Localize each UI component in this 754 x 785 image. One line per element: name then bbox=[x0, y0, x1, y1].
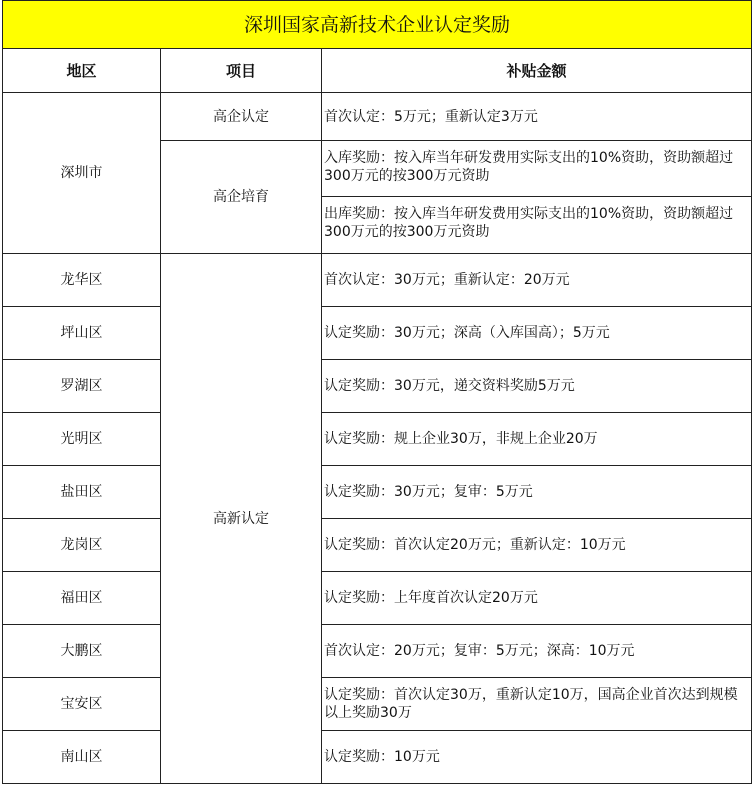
amount-luohu: 认定奖励：30万元，递交资料奖励5万元 bbox=[322, 360, 752, 413]
region-shenzhen: 深圳市 bbox=[3, 93, 161, 254]
region-longgang: 龙岗区 bbox=[3, 519, 161, 572]
region-futian: 福田区 bbox=[3, 572, 161, 625]
region-longhua: 龙华区 bbox=[3, 254, 161, 307]
amount-chuku: 出库奖励：按入库当年研发费用实际支出的10%资助，资助额超过300万元的按300万元资助 bbox=[322, 197, 752, 254]
header-item: 项目 bbox=[161, 49, 322, 93]
amount-guangming: 认定奖励：规上企业30万，非规上企业20万 bbox=[322, 413, 752, 466]
item-gaoxin-rending: 高新认定 bbox=[161, 254, 322, 784]
amount-pingshan: 认定奖励：30万元；深高（入库国高）；5万元 bbox=[322, 307, 752, 360]
table-title: 深圳国家高新技术企业认定奖励 bbox=[3, 1, 752, 49]
amount-futian: 认定奖励：上年度首次认定20万元 bbox=[322, 572, 752, 625]
item-gaoqi-peiyu: 高企培育 bbox=[161, 141, 322, 254]
amount-yantian: 认定奖励：30万元；复审：5万元 bbox=[322, 466, 752, 519]
region-guangming: 光明区 bbox=[3, 413, 161, 466]
amount-gaoqi-rending: 首次认定：5万元；重新认定3万元 bbox=[322, 93, 752, 141]
item-gaoqi-rending: 高企认定 bbox=[161, 93, 322, 141]
amount-longgang: 认定奖励：首次认定20万元；重新认定：10万元 bbox=[322, 519, 752, 572]
region-pingshan: 坪山区 bbox=[3, 307, 161, 360]
region-nanshan: 南山区 bbox=[3, 731, 161, 784]
region-baoan: 宝安区 bbox=[3, 678, 161, 731]
subsidy-table bbox=[2, 0, 752, 784]
header-amount: 补贴金额 bbox=[322, 49, 752, 93]
amount-ruku: 入库奖励：按入库当年研发费用实际支出的10%资助，资助额超过300万元的按300万元资助 bbox=[322, 141, 752, 197]
amount-baoan: 认定奖励：首次认定30万，重新认定10万，国高企业首次达到规模以上奖励30万 bbox=[322, 678, 752, 731]
header-region: 地区 bbox=[3, 49, 161, 93]
amount-dapeng: 首次认定：20万元；复审：5万元；深高：10万元 bbox=[322, 625, 752, 678]
amount-longhua: 首次认定：30万元；重新认定：20万元 bbox=[322, 254, 752, 307]
region-luohu: 罗湖区 bbox=[3, 360, 161, 413]
region-yantian: 盐田区 bbox=[3, 466, 161, 519]
region-dapeng: 大鹏区 bbox=[3, 625, 161, 678]
amount-nanshan: 认定奖励：10万元 bbox=[322, 731, 752, 784]
